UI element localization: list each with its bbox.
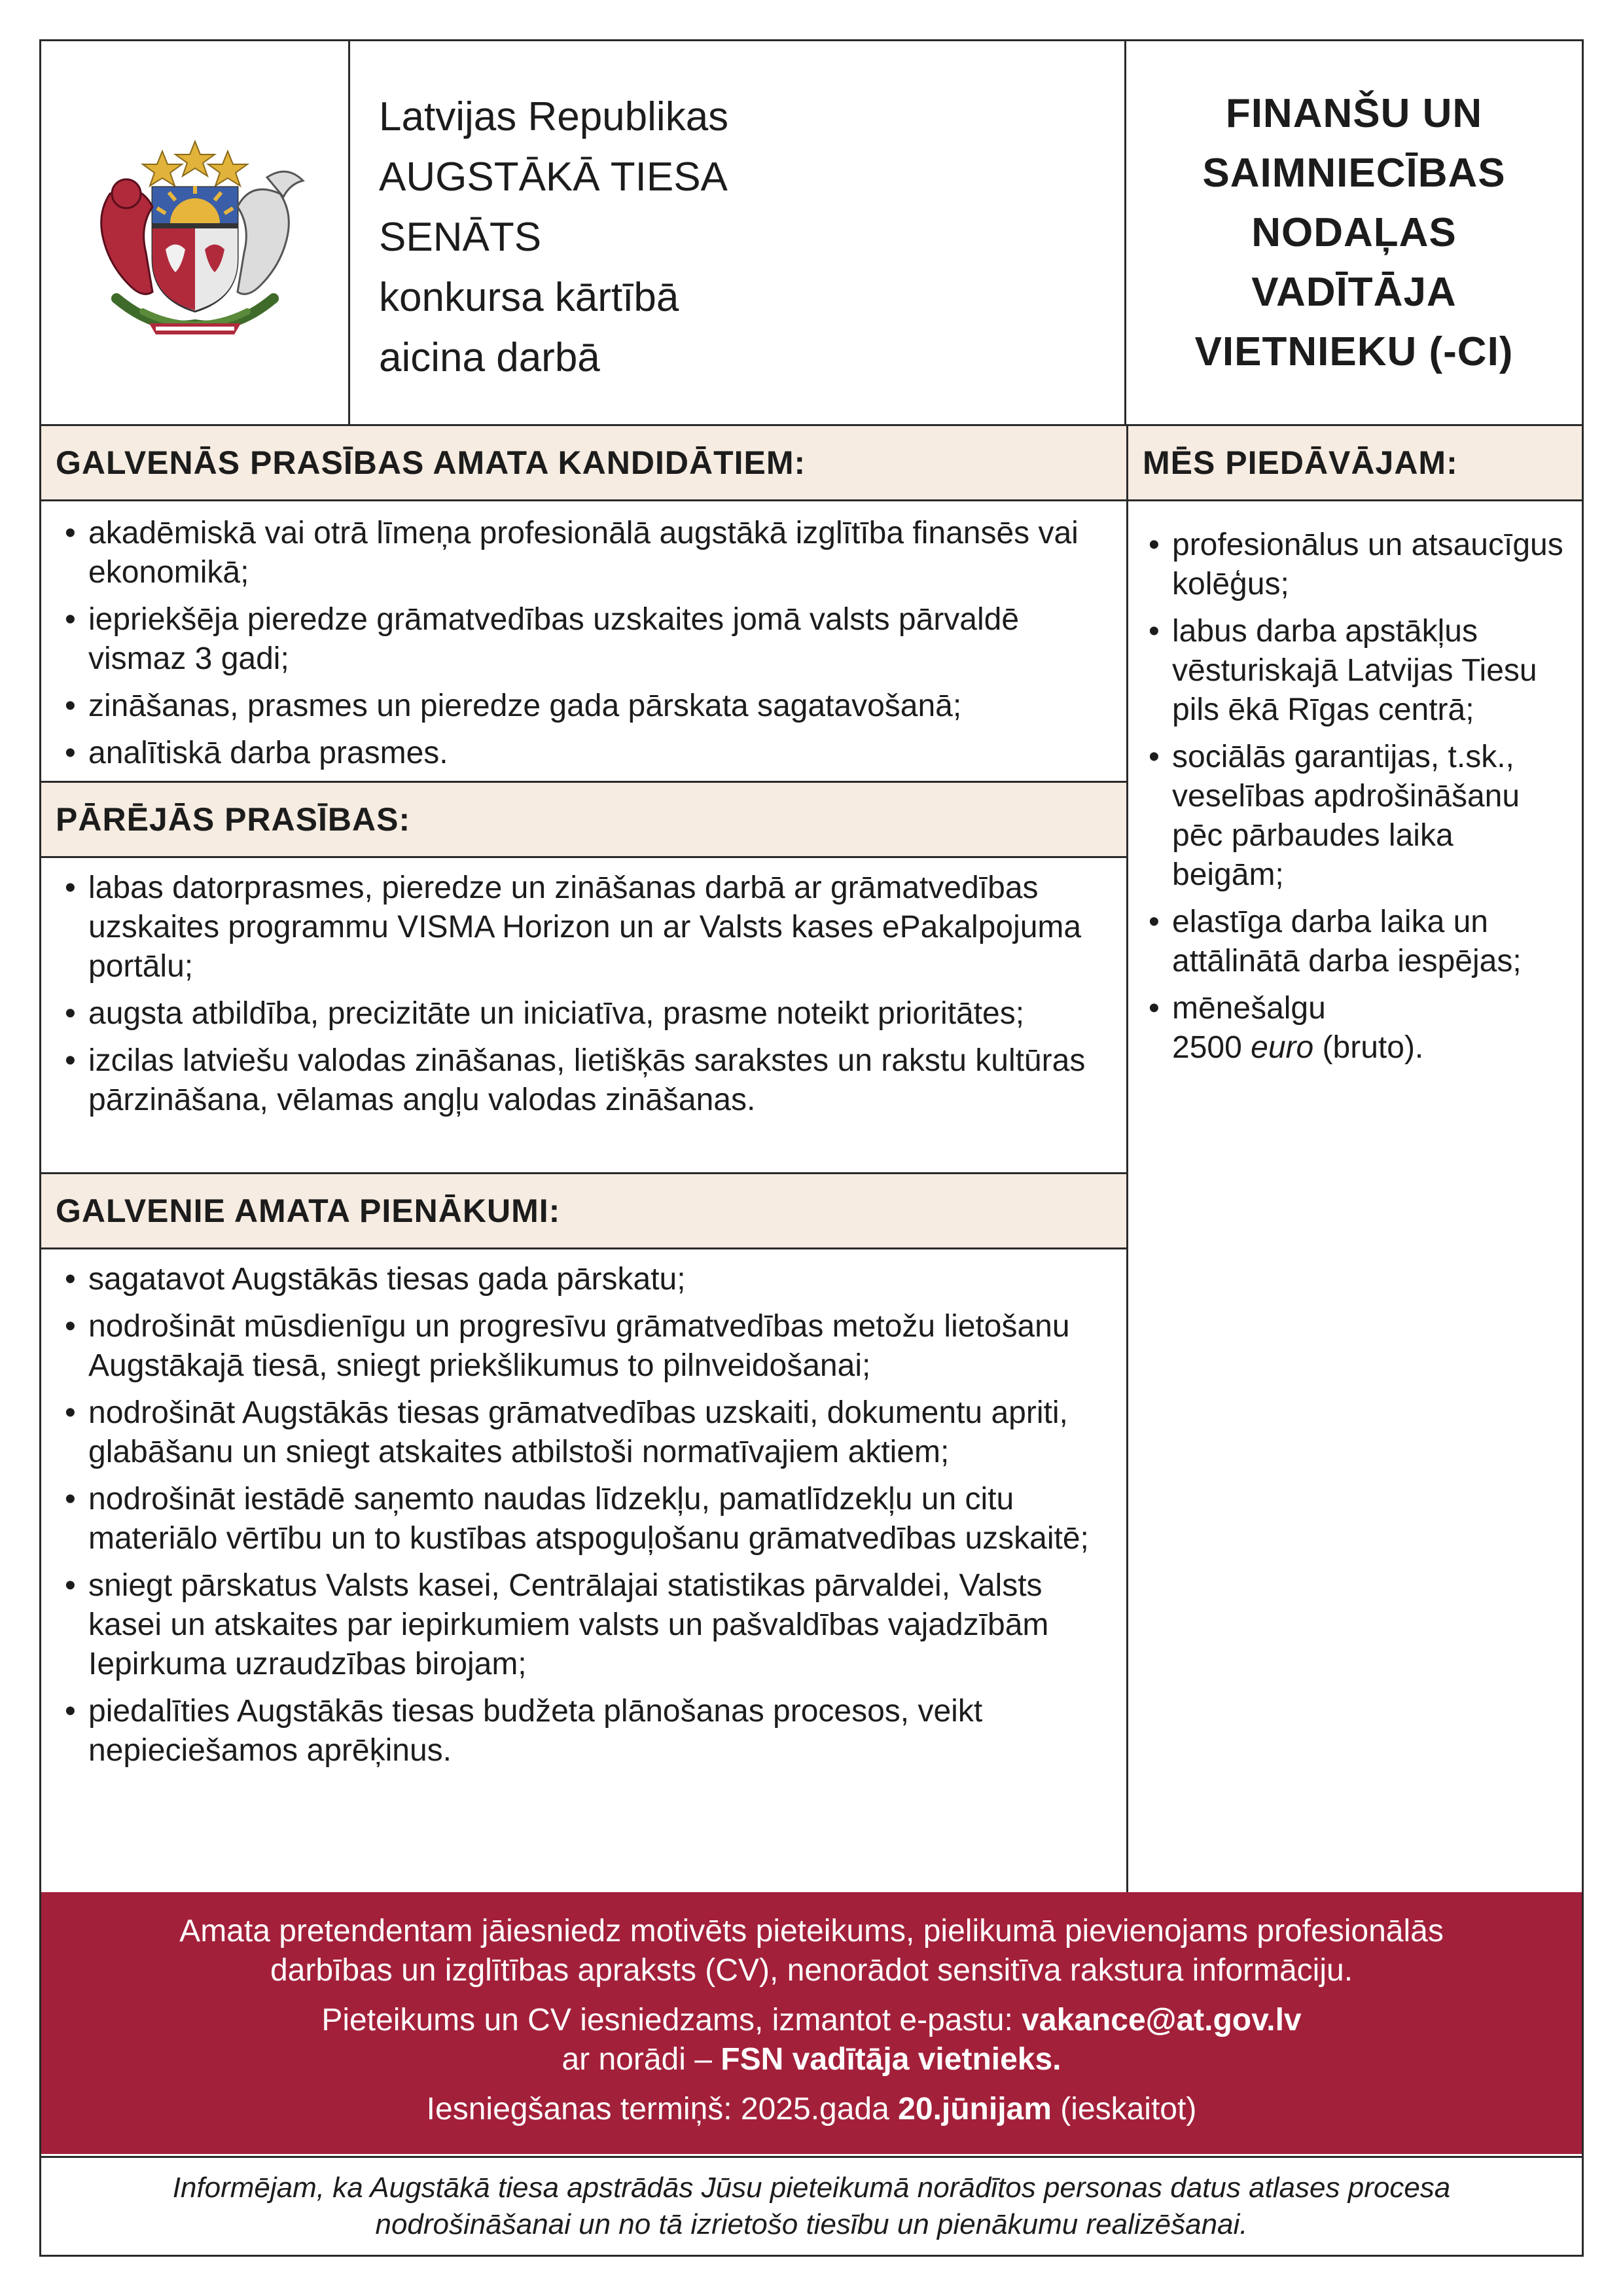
intro-line-3: SENĀTS bbox=[379, 215, 542, 260]
position-line-4: VADĪTĀJA bbox=[1251, 270, 1457, 315]
position-line-3: NODAĻAS bbox=[1251, 210, 1457, 255]
position-line-5: VIETNIEKU (-CI) bbox=[1194, 329, 1514, 374]
list-item: • analītiskā darba prasmes. bbox=[65, 736, 448, 770]
intro-block bbox=[350, 41, 1126, 426]
duties-heading: GALVENIE AMATA PIENĀKUMI: bbox=[41, 1172, 1126, 1249]
list-item-salary: • mēnešalgu 2500 euro (bruto). bbox=[1149, 991, 1424, 1065]
application-email-link[interactable]: vakance@at.gov.lv bbox=[1022, 2003, 1302, 2037]
list-item: • labus darba apstākļus vēsturiskajā Latvijas Tiesu pils ēkā Rīgas centrā; bbox=[1149, 614, 1537, 727]
salary-prefix: mēnešalgu bbox=[1172, 991, 1326, 1026]
list-item: • piedalīties Augstākās tiesas budžeta plānošanas procesos, veikt nepieciešamos aprēķinus. bbox=[65, 1694, 983, 1768]
list-item: • nodrošināt mūsdienīgu un progresīvu grāmatvedības metožu lietošanu Augstākajā tiesā, sniegt priekšlikumus to pilnveidošanai; bbox=[65, 1309, 1070, 1383]
deadline-date: 20.jūnijam bbox=[898, 2092, 1052, 2126]
list-item: • sagatavot Augstākās tiesas gada pārskatu; bbox=[65, 1262, 686, 1297]
position-title bbox=[1126, 41, 1582, 426]
list-item: • elastīga darba laika un attālinātā darba iespējas; bbox=[1149, 905, 1522, 978]
list-item: • nodrošināt iestādē saņemto naudas līdzekļu, pamatlīdzekļu un citu materiālo vērtību un to kustības atspoguļošanu grāmatvedības uzskaitē; bbox=[65, 1482, 1089, 1556]
position-line-1: FINANŠU UN bbox=[1225, 91, 1483, 136]
intro-line-1: Latvijas Republikas bbox=[379, 94, 729, 139]
list-item: • augsta atbildība, precizitāte un iniciatīva, prasme noteikt prioritātes; bbox=[65, 996, 1025, 1031]
notice-line-2: nodrošināšanai un no tā izrietošo tiesību un pienākumu realizēšanai. bbox=[375, 2208, 1248, 2240]
notice-line-1: Informējam, ka Augstākā tiesa apstrādās Jūsu pieteikumā norādītos personas datus atlases procesa bbox=[172, 2172, 1451, 2204]
list-item: • labas datorprasmes, pieredze un zināšanas darbā ar grāmatvedības uzskaites programmu VISMA Horizon un ar Valsts kases ePakalpojuma portālu; bbox=[65, 870, 1082, 984]
salary-suffix: (bruto). bbox=[1322, 1030, 1424, 1065]
logo-cell bbox=[41, 41, 350, 426]
salary-amount: 2500 bbox=[1172, 1030, 1242, 1065]
duties-list bbox=[54, 1260, 1115, 1778]
list-item: • sociālās garantijas, t.sk., veselības apdrošināšanu pēc pārbaudes laika beigām; bbox=[1149, 740, 1520, 892]
list-item: • izcilas latviešu valodas zināšanas, lietišķās sarakstes un rakstu kultūras pārzināšana, vēlamas angļu valodas zināšanas. bbox=[65, 1043, 1086, 1117]
privacy-notice bbox=[41, 2156, 1582, 2255]
application-banner bbox=[41, 1892, 1582, 2154]
offer-heading: MĒS PIEDĀVĀJAM: bbox=[1128, 426, 1582, 501]
intro-line-5: aicina darbā bbox=[379, 335, 600, 380]
application-reference: FSN vadītāja vietnieks. bbox=[721, 2042, 1061, 2077]
cta-email-line: Pieteikums un CV iesniedzams, izmantot e-pastu: vakance@at.gov.lv bbox=[321, 2003, 1302, 2037]
main-requirements-list bbox=[54, 514, 1115, 781]
list-item: • zināšanas, prasmes un pieredze gada pārskata sagatavošanā; bbox=[65, 689, 962, 723]
cta-line-1: Amata pretendentam jāiesniedz motivēts pieteikums, pielikumā pievienojams profesionālās bbox=[179, 1914, 1444, 1948]
vacancy-poster bbox=[39, 39, 1584, 2257]
other-requirements-heading: PĀRĒJĀS PRASĪBAS: bbox=[41, 781, 1126, 858]
cta-deadline-line: Iesniegšanas termiņš: 2025.gada 20.jūnijam (ieskaitot) bbox=[426, 2092, 1197, 2126]
cta-reference-line: ar norādi – FSN vadītāja vietnieks. bbox=[562, 2042, 1061, 2077]
list-item: • iepriekšēja pieredze grāmatvedības uzskaites jomā valsts pārvaldē vismaz 3 gadi; bbox=[65, 602, 1020, 676]
cta-line-2: darbības un izglītības apraksts (CV), nenorādot sensitīva rakstura informāciju. bbox=[270, 1953, 1353, 1988]
intro-line-4: konkursa kārtībā bbox=[379, 275, 679, 320]
list-item: • nodrošināt Augstākās tiesas grāmatvedības uzskaiti, dokumentu apriti, glabāšanu un sniegt atskaites atbilstoši normatīvajiem aktiem; bbox=[65, 1395, 1068, 1469]
offer-list bbox=[1138, 526, 1570, 1075]
position-line-2: SAIMNIECĪBAS bbox=[1202, 151, 1506, 196]
other-requirements-list bbox=[54, 869, 1115, 1128]
latvia-coat-of-arms-icon bbox=[71, 115, 319, 351]
column-divider bbox=[1126, 426, 1128, 1892]
intro-line-2: AUGSTĀKĀ TIESA bbox=[379, 154, 728, 200]
main-requirements-heading: GALVENĀS PRASĪBAS AMATA KANDIDĀTIEM: bbox=[41, 426, 1126, 501]
salary-currency: euro bbox=[1251, 1030, 1314, 1065]
list-item: • profesionālus un atsaucīgus kolēģus; bbox=[1149, 528, 1563, 601]
list-item: • akadēmiskā vai otrā līmeņa profesionālā augstākā izglītība finansēs vai ekonomikā; bbox=[65, 516, 1079, 590]
list-item: • sniegt pārskatus Valsts kasei, Centrālajai statistikas pārvaldei, Valsts kasei un atskaites par iepirkumiem valsts un pašvaldības vajadzībām Iepirkuma uzraudzības birojam; bbox=[65, 1568, 1049, 1681]
